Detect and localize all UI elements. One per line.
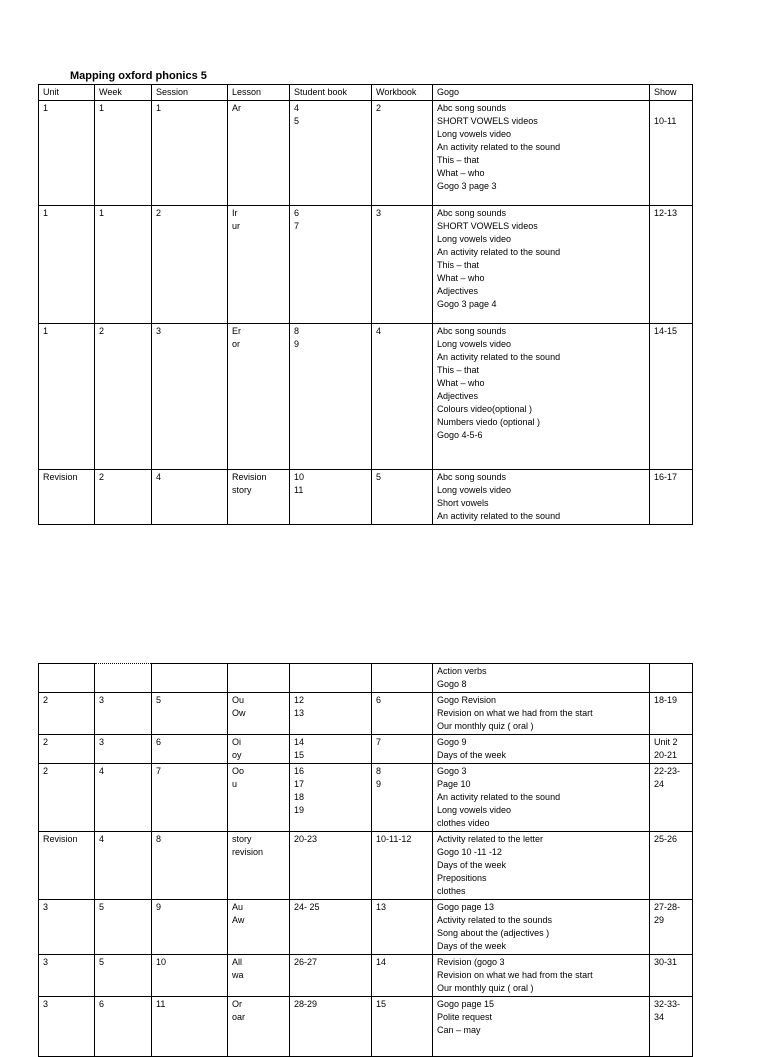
cell-student-book: 4 5 bbox=[290, 101, 372, 206]
cell-week: 5 bbox=[95, 900, 152, 955]
table-header-row bbox=[39, 85, 693, 101]
cell-show: 27-28-29 bbox=[650, 900, 693, 955]
cell-workbook: 15 bbox=[372, 997, 433, 1057]
cell-gogo: Gogo Revision Revision on what we had from the start Our monthly quiz ( oral ) bbox=[433, 693, 650, 735]
cell-student-book: 12 13 bbox=[290, 693, 372, 735]
cell-student-book: 24- 25 bbox=[290, 900, 372, 955]
cell-lesson: Ar bbox=[228, 101, 290, 206]
cell-gogo: Gogo page 15 Polite request Can – may bbox=[433, 997, 650, 1057]
table-row bbox=[39, 206, 693, 324]
cell-unit: Revision bbox=[39, 470, 95, 525]
cell-unit bbox=[39, 664, 95, 693]
cell-unit: 3 bbox=[39, 955, 95, 997]
cell-show bbox=[650, 664, 693, 693]
cell-lesson: Ir ur bbox=[228, 206, 290, 324]
table-row bbox=[39, 470, 693, 525]
cell-workbook: 14 bbox=[372, 955, 433, 997]
cell-gogo: Abc song sounds SHORT VOWELS videos Long vowels video An activity related to the sound This – that What – who Adjectives Gogo 3 page 4 bbox=[433, 206, 650, 324]
cell-unit: 3 bbox=[39, 997, 95, 1057]
cell-workbook: 13 bbox=[372, 900, 433, 955]
header-lesson: Lesson bbox=[228, 85, 290, 101]
cell-week: 5 bbox=[95, 955, 152, 997]
header-student-book: Student book bbox=[290, 85, 372, 101]
cell-lesson bbox=[228, 664, 290, 693]
cell-unit: 1 bbox=[39, 324, 95, 470]
cell-session: 2 bbox=[152, 206, 228, 324]
cell-lesson: Oo u bbox=[228, 764, 290, 832]
cell-student-book: 10 11 bbox=[290, 470, 372, 525]
cell-week: 3 bbox=[95, 693, 152, 735]
table-row bbox=[39, 324, 693, 470]
cell-show: 16-17 bbox=[650, 470, 693, 525]
cell-lesson: Ou Ow bbox=[228, 693, 290, 735]
cell-workbook: 8 9 bbox=[372, 764, 433, 832]
cell-lesson: Au Aw bbox=[228, 900, 290, 955]
cell-show: 30-31 bbox=[650, 955, 693, 997]
cell-week: 1 bbox=[95, 101, 152, 206]
cell-workbook: 3 bbox=[372, 206, 433, 324]
header-session: Session bbox=[152, 85, 228, 101]
cell-week: 2 bbox=[95, 470, 152, 525]
table-row bbox=[39, 764, 693, 832]
header-week: Week bbox=[95, 85, 152, 101]
header-gogo: Gogo bbox=[433, 85, 650, 101]
cell-student-book: 20-23 bbox=[290, 832, 372, 900]
cell-lesson: All wa bbox=[228, 955, 290, 997]
cell-week: 4 bbox=[95, 764, 152, 832]
table-row bbox=[39, 955, 693, 997]
table-row bbox=[39, 101, 693, 206]
cell-session bbox=[152, 664, 228, 693]
cell-gogo: Abc song sounds Long vowels video Short vowels An activity related to the sound bbox=[433, 470, 650, 525]
table-row bbox=[39, 997, 693, 1057]
cell-workbook: 7 bbox=[372, 735, 433, 764]
cell-gogo: Action verbs Gogo 8 bbox=[433, 664, 650, 693]
cell-show: 25-26 bbox=[650, 832, 693, 900]
cell-student-book bbox=[290, 664, 372, 693]
cell-gogo: Abc song sounds SHORT VOWELS videos Long vowels video An activity related to the sound This – that What – who Gogo 3 page 3 bbox=[433, 101, 650, 206]
cell-show: 18-19 bbox=[650, 693, 693, 735]
cell-week: 6 bbox=[95, 997, 152, 1057]
cell-lesson: Oi oy bbox=[228, 735, 290, 764]
cell-unit: 3 bbox=[39, 900, 95, 955]
cell-lesson: Revision story bbox=[228, 470, 290, 525]
header-unit: Unit bbox=[39, 85, 95, 101]
table-row bbox=[39, 900, 693, 955]
cell-lesson: story revision bbox=[228, 832, 290, 900]
cell-student-book: 14 15 bbox=[290, 735, 372, 764]
cell-unit: Revision bbox=[39, 832, 95, 900]
cell-gogo: Activity related to the letter Gogo 10 -11 -12 Days of the week Prepositions clothes bbox=[433, 832, 650, 900]
cell-unit: 2 bbox=[39, 735, 95, 764]
cell-session: 9 bbox=[152, 900, 228, 955]
cell-show: 22-23-24 bbox=[650, 764, 693, 832]
cell-session: 5 bbox=[152, 693, 228, 735]
cell-unit: 1 bbox=[39, 206, 95, 324]
cell-workbook: 2 bbox=[372, 101, 433, 206]
cell-gogo: Gogo page 13 Activity related to the sounds Song about the (adjectives ) Days of the week bbox=[433, 900, 650, 955]
table-row bbox=[39, 735, 693, 764]
cell-student-book: 8 9 bbox=[290, 324, 372, 470]
cell-student-book: 16 17 18 19 bbox=[290, 764, 372, 832]
cell-gogo: Revision (gogo 3 Revision on what we had from the start Our monthly quiz ( oral ) bbox=[433, 955, 650, 997]
cell-unit: 2 bbox=[39, 693, 95, 735]
table-row bbox=[39, 664, 693, 693]
document-title: Mapping oxford phonics 5 bbox=[70, 70, 207, 82]
cell-student-book: 28-29 bbox=[290, 997, 372, 1057]
cell-session: 8 bbox=[152, 832, 228, 900]
cell-session: 7 bbox=[152, 764, 228, 832]
header-workbook: Workbook bbox=[372, 85, 433, 101]
cell-lesson: Or oar bbox=[228, 997, 290, 1057]
cell-show: Unit 2 20-21 bbox=[650, 735, 693, 764]
cell-week: 3 bbox=[95, 735, 152, 764]
cell-session: 11 bbox=[152, 997, 228, 1057]
cell-week bbox=[95, 664, 152, 693]
cell-unit: 2 bbox=[39, 764, 95, 832]
cell-gogo: Gogo 9 Days of the week bbox=[433, 735, 650, 764]
cell-week: 2 bbox=[95, 324, 152, 470]
cell-session: 10 bbox=[152, 955, 228, 997]
cell-show: 14-15 bbox=[650, 324, 693, 470]
cell-session: 6 bbox=[152, 735, 228, 764]
cell-show: 12-13 bbox=[650, 206, 693, 324]
cell-student-book: 6 7 bbox=[290, 206, 372, 324]
cell-lesson: Er or bbox=[228, 324, 290, 470]
cell-unit: 1 bbox=[39, 101, 95, 206]
cell-session: 4 bbox=[152, 470, 228, 525]
cell-workbook: 4 bbox=[372, 324, 433, 470]
cell-gogo: Gogo 3 Page 10 An activity related to the sound Long vowels video clothes video bbox=[433, 764, 650, 832]
table-row bbox=[39, 693, 693, 735]
cell-student-book: 26-27 bbox=[290, 955, 372, 997]
cell-workbook bbox=[372, 664, 433, 693]
cell-show: 32-33-34 bbox=[650, 997, 693, 1057]
cell-workbook: 6 bbox=[372, 693, 433, 735]
cell-week: 1 bbox=[95, 206, 152, 324]
cell-week: 4 bbox=[95, 832, 152, 900]
cell-session: 1 bbox=[152, 101, 228, 206]
table-row bbox=[39, 832, 693, 900]
cell-show: 10-11 bbox=[650, 101, 693, 206]
mapping-table-bottom bbox=[38, 663, 693, 1057]
header-show: Show bbox=[650, 85, 693, 101]
cell-workbook: 10-11-12 bbox=[372, 832, 433, 900]
cell-session: 3 bbox=[152, 324, 228, 470]
cell-workbook: 5 bbox=[372, 470, 433, 525]
mapping-table-top bbox=[38, 84, 693, 525]
cell-gogo: Abc song sounds Long vowels video An activity related to the sound This – that What – who Adjectives Colours video(optional ) Numbers viedo (optional ) Gogo 4-5-6 bbox=[433, 324, 650, 470]
